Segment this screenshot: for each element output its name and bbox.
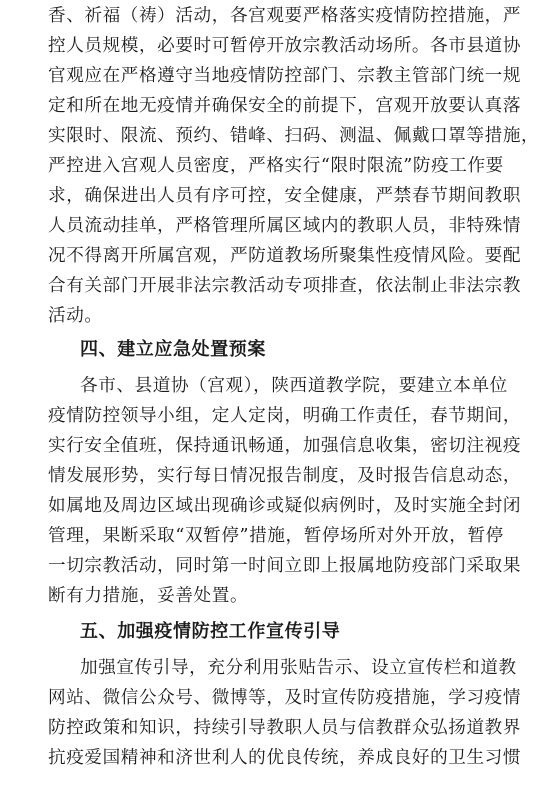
paragraph-line: 抗疫爱国精神和济世利人的优良传统，养成良好的卫生习惯 xyxy=(48,748,522,768)
paragraph-line: 各市、县道协（宫观），陕西道教学院，要建立本单位 xyxy=(80,376,508,396)
paragraph-line: 如属地及周边区域出现确诊或疑似病例时，及时实施全封闭 xyxy=(48,496,522,516)
paragraph-line: 香、祈福（祷）活动，各宫观要严格落实疫情防控措施，严 xyxy=(48,6,522,26)
paragraph-line: 定和所在地无疫情并确保安全的前提下，宫观开放要认真落 xyxy=(48,96,522,116)
paragraph-line: 合有关部门开展非法宗教活动专项排查，依法制止非法宗教 xyxy=(48,276,522,296)
paragraph-line: 活动。 xyxy=(48,306,103,326)
paragraph-line: 实限时、限流、预约、错峰、扫码、测温、佩戴口罩等措施， xyxy=(48,126,540,146)
paragraph-line: 防控政策和知识，持续引导教职人员与信教群众弘扬道教界 xyxy=(48,718,522,738)
section-heading-4: 四、建立应急处置预案 xyxy=(80,339,266,360)
paragraph-line: 一切宗教活动，同时第一时间立即上报属地防疫部门采取果 xyxy=(48,556,522,576)
paragraph-line: 官观应在严格遵守当地疫情防控部门、宗教主管部门统一规 xyxy=(48,66,522,86)
paragraph-line: 况不得离开所属宫观，严防道教场所聚集性疫情风险。要配 xyxy=(48,246,522,266)
paragraph-line: 网站、微信公众号、微博等，及时宣传防疫措施，学习疫情 xyxy=(48,688,522,708)
paragraph-line: 管理，果断采取“双暂停”措施，暂停场所对外开放，暂停 xyxy=(48,526,504,546)
paragraph-line: 严控进入宫观人员密度，严格实行“限时限流”防疫工作要 xyxy=(48,156,504,176)
section-heading-5: 五、加强疫情防控工作宣传引导 xyxy=(80,621,341,642)
paragraph-line: 控人员规模，必要时可暂停开放宗教活动场所。各市县道协 xyxy=(48,36,522,56)
paragraph-line: 人员流动挂单，严格管理所属区域内的教职人员，非特殊情 xyxy=(48,216,522,236)
paragraph-line: 加强宣传引导，充分利用张贴告示、设立宣传栏和道教 xyxy=(80,658,517,678)
paragraph-line: 实行安全值班，保持通讯畅通，加强信息收集，密切注视疫 xyxy=(48,436,522,456)
paragraph-line: 疫情防控领导小组，定人定岗，明确工作责任，春节期间， xyxy=(48,406,522,426)
paragraph-line: 求，确保进出人员有序可控，安全健康，严禁春节期间教职 xyxy=(48,186,522,206)
paragraph-line: 情发展形势，实行每日情况报告制度，及时报告信息动态， xyxy=(48,466,522,486)
paragraph-line: 断有力措施，妥善处置。 xyxy=(48,586,249,606)
